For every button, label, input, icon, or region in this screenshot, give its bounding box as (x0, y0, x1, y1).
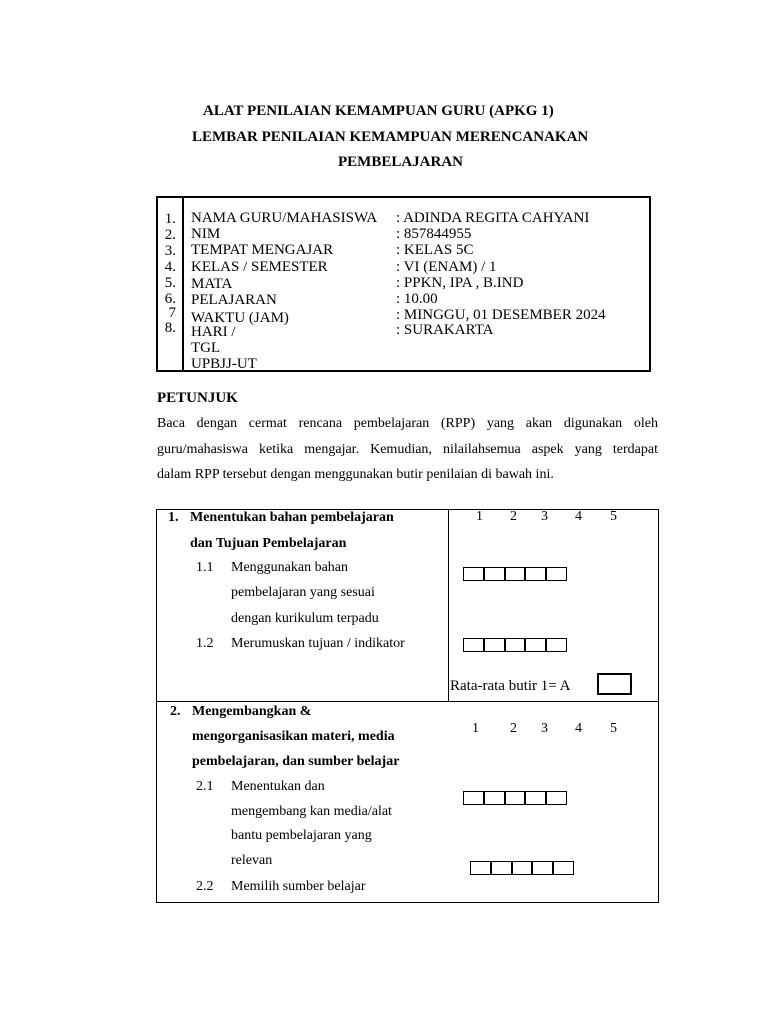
section-1-title: dan Tujuan Pembelajaran (190, 536, 347, 551)
scale-label: 4 (575, 509, 582, 524)
scale-label: 5 (610, 509, 617, 524)
identity-label: MATA (191, 276, 233, 292)
average-label: Rata-rata butir 1= A (450, 678, 571, 694)
table-border-bottom (156, 902, 659, 903)
table-column-divider (448, 509, 449, 701)
item-text: relevan (231, 853, 273, 868)
identity-value-nim: : 857844955 (396, 226, 472, 242)
identity-number: 3. (164, 243, 176, 259)
scale-label: 2 (510, 509, 517, 524)
item-code: 2.2 (196, 879, 214, 894)
score-checkboxes-1-1[interactable] (463, 567, 567, 581)
identity-label: TGL (191, 340, 221, 356)
identity-value-date: : MINGGU, 01 DESEMBER 2024 (396, 307, 606, 323)
identity-label: NAMA GURU/MAHASISWA (191, 210, 378, 226)
scale-label: 4 (575, 721, 582, 736)
instructions-line: Baca dengan cermat rencana pembelajaran (RPP) yang akan digunakan oleh (157, 416, 658, 431)
item-text: Merumuskan tujuan / indikator (231, 636, 405, 651)
identity-value-place: : KELAS 5C (396, 242, 474, 258)
identity-number: 8. (164, 320, 176, 336)
scale-label: 1 (476, 509, 483, 524)
scale-label: 5 (610, 721, 617, 736)
identity-number: 4. (164, 259, 176, 275)
section-1-title: Menentukan bahan pembelajaran (190, 510, 394, 525)
item-text: mengembang kan media/alat (231, 804, 392, 819)
scale-label: 1 (472, 721, 479, 736)
section-2-title: mengorganisasikan materi, media (192, 729, 395, 744)
section-2-title: Mengembangkan & (192, 704, 312, 719)
item-text: dengan kurikulum terpadu (231, 611, 379, 626)
identity-value-class: : VI (ENAM) / 1 (396, 259, 497, 275)
item-code: 1.2 (196, 636, 214, 651)
identity-label: PELAJARAN (191, 292, 277, 308)
scale-label: 2 (510, 721, 517, 736)
identity-label: WAKTU (JAM) (191, 310, 289, 326)
scale-label: 3 (541, 509, 548, 524)
section-2-number: 2. (170, 704, 181, 719)
identity-label: NIM (191, 226, 221, 242)
item-code: 1.1 (196, 560, 214, 575)
identity-number: 7 (168, 305, 176, 321)
identity-label: TEMPAT MENGAJAR (191, 242, 334, 258)
form-title: ALAT PENILAIAN KEMAMPUAN GURU (APKG 1) (203, 103, 554, 119)
identity-number: 5. (164, 275, 176, 291)
table-border-left (156, 509, 157, 903)
score-checkboxes-2-2[interactable] (470, 861, 574, 875)
item-text: bantu pembelajaran yang (231, 828, 372, 843)
instructions-line: dalam RPP tersebut dengan menggunakan butir penilaian di bawah ini. (157, 467, 554, 482)
identity-label: UPBJJ-UT (191, 356, 257, 372)
instructions-line: guru/mahasiswa ketika mengajar. Kemudian, nilailahsemua aspek yang terdapat (157, 442, 658, 457)
table-row-divider (156, 701, 659, 702)
identity-number: 6. (164, 291, 176, 307)
identity-value-upbjj: : SURAKARTA (396, 322, 494, 338)
instructions-heading: PETUNJUK (157, 390, 238, 406)
section-2-title: pembelajaran, dan sumber belajar (192, 754, 400, 769)
score-checkboxes-1-2[interactable] (463, 638, 567, 652)
identity-separator (182, 198, 184, 370)
item-text: Menentukan dan (231, 779, 325, 794)
form-subtitle-cont: PEMBELAJARAN (338, 154, 464, 170)
form-subtitle: LEMBAR PENILAIAN KEMAMPUAN MERENCANAKAN (192, 129, 589, 145)
score-checkboxes-2-1[interactable] (463, 791, 567, 805)
identity-value-time: : 10.00 (396, 291, 438, 307)
identity-label: HARI / (191, 324, 236, 340)
identity-value-name: : ADINDA REGITA CAHYANI (396, 210, 590, 226)
scale-label: 3 (541, 721, 548, 736)
item-text: Memilih sumber belajar (231, 879, 366, 894)
section-1-number: 1. (168, 510, 179, 525)
average-score-box[interactable] (597, 673, 632, 695)
identity-value-subject: : PPKN, IPA , B.IND (396, 275, 524, 291)
identity-number: 1. (164, 211, 176, 227)
identity-label: KELAS / SEMESTER (191, 259, 328, 275)
identity-number: 2. (164, 227, 176, 243)
table-border-right (658, 509, 659, 903)
item-code: 2.1 (196, 779, 214, 794)
item-text: Menggunakan bahan (231, 560, 349, 575)
item-text: pembelajaran yang sesuai (231, 585, 375, 600)
